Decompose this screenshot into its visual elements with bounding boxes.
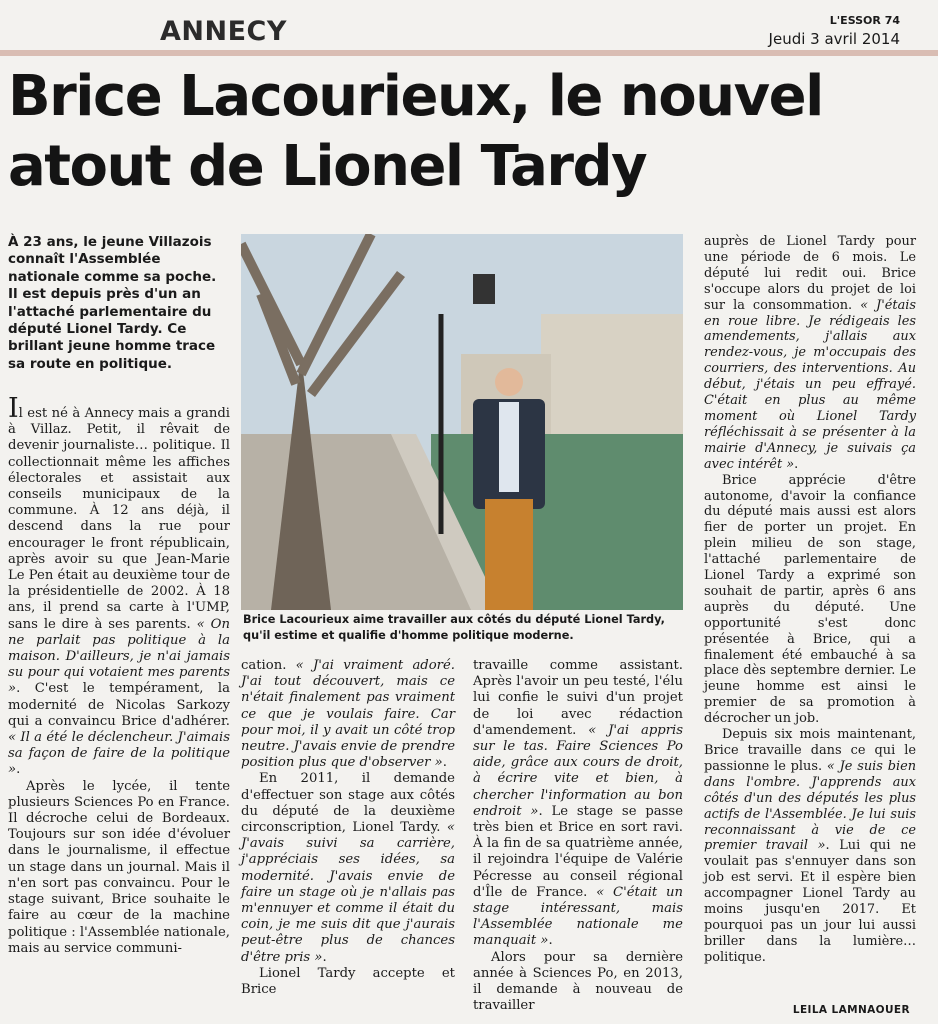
- col1-text-2: . C'est le tempérament, la modernité de Nicolas Sarkozy qui a convaincu Brice d'adhérer.: [8, 681, 230, 729]
- photo-person-shirt: [499, 402, 519, 492]
- col4-text-end: .: [794, 456, 799, 472]
- col3-paragraph-1: [473, 658, 683, 950]
- col1-paragraph-1: [8, 393, 230, 779]
- column-4: [704, 234, 916, 966]
- section-label: ANNECY: [160, 16, 287, 47]
- col3-text-mid: . Le stage se passe très bien et Brice en sort ravi. À la fin de sa quatrième année, il rejoindra l'équipe de Valérie Pécresse au conseil régional d'Île de France.: [473, 803, 683, 900]
- article-photo: [241, 234, 683, 610]
- col4-quote-3: « Je suis bien dans l'ombre. J'apprends aux côtés d'un des députés les plus actifs de l'Assemblée. Je lui suis reconnaissant à vie de ce premier travail »: [704, 758, 916, 854]
- col1-text-3: .: [16, 762, 21, 778]
- col4-text-3: Depuis six mois maintenant, Brice travaille dans ce qui le passionne le plus.: [704, 727, 916, 774]
- column-2: [241, 658, 455, 998]
- column-3: [473, 658, 683, 1014]
- col4-quote: « J'étais en roue libre. Je rédigeais les amendements, j'allais aux rendez-vous, je m'occupais des courriers, des interventions. Au début, j'étais un peu effrayé. C'était en plus au même moment où Lionel Tardy réfléchissait à se présenter à la mairie d'Annecy, je suivais ça avec intérêt »: [704, 297, 916, 472]
- col2-paragraph-2: [241, 771, 455, 965]
- col3-paragraph-2: Alors pour sa dernière année à Sciences Po, en 2013, il demande à nouveau de travailler: [473, 949, 683, 1014]
- photo-lantern: [473, 274, 495, 304]
- col4-text: auprès de Lionel Tardy pour une période de 6 mois. Le député lui redit oui. Brice s'occupe alors du projet de loi sur la consommation.: [704, 234, 916, 313]
- col2-paragraph-3: Lionel Tardy accepte et Brice: [241, 965, 455, 998]
- col2-text-end: .: [442, 755, 447, 771]
- col4-paragraph-3: [704, 727, 916, 966]
- col4-paragraph-1: [704, 234, 916, 473]
- col2-paragraph-1: [241, 658, 455, 771]
- drop-cap: I: [8, 393, 19, 424]
- issue-date: Jeudi 3 avril 2014: [768, 30, 900, 48]
- col2-text: cation.: [241, 658, 296, 673]
- col1-quote-2: « Il a été le déclencheur. J'aimais sa façon de faire de la politique »: [8, 730, 230, 778]
- col4-text-3-end: . Lui qui ne voulait pas s'ennuyer dans son job est servi. Et il espère bien accompagner Lionel Tardy au moins jusqu'en 2017. Et pourquoi pas un jour lui aussi briller dans la lumière… politique.: [704, 838, 916, 965]
- col2-quote: « J'ai vraiment adoré. J'ai tout découvert, mais ce n'était finalement pas vraiment ce que je voulais faire. Car pour moi, il y avait un côté trop neutre. J'avais envie de prendre position plus que d'observer »: [241, 658, 455, 771]
- col1-text: l est né à Annecy mais a grandi à Villaz. Petit, il rêvait de devenir journaliste… politique. Il collectionnait même les affiches électorales et assistait aux conseils municipaux de la commune. À 12 ans déjà, il descend dans la rue pour encourager le front républicain, après avoir su que Jean-Marie Le Pen était au deuxième tour de la présidentielle de 2002. À 18 ans, il prend sa carte à l'UMP, sans le dire à ses parents.: [8, 406, 230, 632]
- col3-quote-2: « C'était un stage intéressant, mais l'Assemblée nationale me manquait »: [473, 884, 683, 949]
- col1-quote: « On ne parlait pas politique à la maison. D'ailleurs, je n'ai jamais su pour qui votaient mes parents »: [8, 616, 230, 697]
- col4-paragraph-2: Brice apprécie d'être autonome, d'avoir la confiance du député mais aussi est alors fier de porter un projet. En plein milieu de son stage, l'attaché parlementaire de Lionel Tardy a exprimé son souhait de partir, après 6 ans auprès du député. Une opportunité s'est donc présentée à Brice, qui a finalement été embauché à sa place dès septembre dernier. Le jeune homme est ainsi le premier de sa promotion à décrocher un job.: [704, 472, 916, 727]
- publication-name: L'ESSOR 74: [829, 14, 900, 27]
- col2-text-2: En 2011, il demande d'effectuer son stage aux côtés du député de la deuxième circonscription, Lionel Tardy.: [241, 771, 455, 836]
- headline: [8, 62, 928, 202]
- column-1: [8, 393, 230, 957]
- headline-line-1: Brice Lacourieux, le nouvel: [8, 64, 823, 129]
- col2-quote-2: « J'avais suivi sa carrière, j'appréciais ses idées, sa modernité. J'avais envie de faire un stage où je n'allais pas m'ennuyer et comme il était du coin, je me suis dit que j'aurais peut-être plus de chances d'être pris »: [241, 820, 455, 965]
- col3-text: travaille comme assistant. Après l'avoir un peu testé, l'élu lui confie le suivi d'un projet de loi avec rédaction d'amendement.: [473, 658, 683, 738]
- author-byline: LEILA LAMNAOUER: [792, 1004, 910, 1016]
- col3-text-end: .: [548, 933, 553, 949]
- photo-illustration: [241, 234, 683, 610]
- col3-quote: « J'ai appris sur le tas. Faire Sciences Po aide, grâce aux cours de droit, à écrire vite et bien, à chercher l'information au bon endroit »: [473, 722, 683, 819]
- article-lead: À 23 ans, le jeune Villazois connaît l'Assemblée nationale comme sa poche. Il est depuis près d'un an l'attaché parlementaire du député Lionel Tardy. Ce brillant jeune homme trace sa route en politique.: [8, 234, 217, 372]
- col1-paragraph-2: Après le lycée, il tente plusieurs Sciences Po en France. Il décroche celui de Bordeaux. Toujours sur son idée d'évoluer dans le journalisme, il effectue un stage dans un journal. Mais il n'en sort pas convaincu. Pour le stage suivant, Brice souhaite le faire au cœur de la machine politique : l'Assemblée nationale, mais au service communi-: [8, 778, 230, 956]
- headline-line-2: atout de Lionel Tardy: [8, 134, 647, 199]
- photo-caption: Brice Lacourieux aime travailler aux côtés du député Lionel Tardy, qu'il estime et qualifie d'homme politique moderne.: [243, 613, 665, 642]
- photo-person-head: [495, 368, 523, 396]
- header-rule: [0, 50, 938, 56]
- col2-text-2-end: .: [322, 949, 327, 965]
- photo-person-trousers: [485, 499, 533, 610]
